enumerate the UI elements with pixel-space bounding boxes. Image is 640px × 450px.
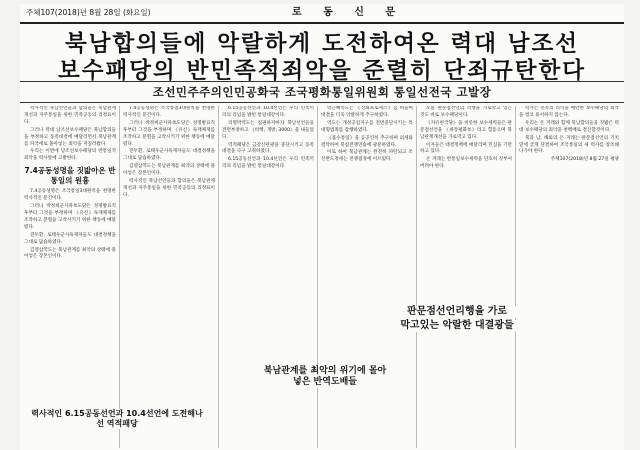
masthead (20, 4, 624, 24)
column-separator (119, 106, 120, 448)
article-subtitle: 조선민주주의인민공화국 조국평화통일위원회 통일선전국 고발장 (152, 85, 492, 99)
signoff-date: 주체107(2018)년 8월 27일 평양 (550, 157, 619, 163)
column-paragraph: 오늘 판문점선언의 리행을 가로막고 있는 것도 바로 보수패당이다. (420, 106, 512, 118)
article-column-4 (321, 106, 413, 448)
column-paragraph: 6.15공동선언과 10.4선언은 우리 민족끼리의 리념을 밝힌 통일대강이다. (222, 106, 314, 118)
section-title-2: 력사적인 6.15공동선언과 10.4선언에 도전해나선 역적패당 (28, 409, 206, 429)
column-paragraph: 전두환, 로태우군사독재자들도 대결정책을 그대로 답습하였다. (123, 149, 215, 162)
column-paragraph: 우리는 이번에 남조선보수패당의 반통일적죄악을 력사앞에 고발한다. (24, 149, 116, 162)
column-paragraph: 《자유한국당》을 비롯한 보수세력들은 판문점선언을 《위장평화쑈》라고 헐뜯으며 북남관계개선을 가로막고 있다. (420, 120, 512, 140)
column-paragraph: 7.4공동성명은 조국통일3대원칙을 천명한 력사적인 문건이다. (123, 106, 215, 118)
column-paragraph: 역도는 개성공업지구를 전면중단시키는 특대형범죄를 감행하였다. (321, 120, 413, 133)
column-paragraph: 그러나 력대 남조선보수패당은 북남합의들을 부정하고 동족대결에 매달리면서 북남관계를 파국에로 몰아넣는 죄악을 저질러왔다. (24, 127, 116, 147)
column-paragraph: 6.15공동선언과 10.4선언은 우리 민족끼리의 리념을 밝힌 통일대강이다. (222, 157, 314, 170)
article-column-3 (222, 106, 314, 448)
column-paragraph: 북과 남, 해외의 온 겨레는 판문점선언의 기치밑에 굳게 단결하여 조국통일의 새 력사를 창조해나가야 한다. (519, 135, 619, 155)
column-paragraph: 7.4공동성명은 조국통일3대원칙을 천명한 력사적인 문건이다. (24, 189, 116, 202)
column-paragraph: 김영삼역도는 북남관계를 최악의 상태에 몰아넣은 장본인이다. (24, 247, 116, 260)
column-paragraph: 김영삼역도는 북남관계를 최악의 상태에 몰아넣은 장본인이다. (123, 164, 215, 177)
column-separator (218, 106, 219, 448)
column-separator (416, 106, 417, 448)
column-paragraph: 우리는 온 겨레와 함께 북남합의들을 짓밟은 력대 보수패당의 죄악을 천백배로 결산할것이다. (519, 120, 619, 133)
section-title-1: 7.4공동성명을 짓밟아온 반통일의 원흉 (24, 166, 116, 186)
article-column-1 (24, 106, 116, 448)
headline-line-2: 보수패당의 반민족적죄악을 준렬히 단죄규탄한다 (58, 58, 586, 84)
issue-date: 주체107(2018)년 8월 28일 (화요일) (26, 8, 151, 17)
column-paragraph: 이로 하여 북남관계는 완전히 파탄되고 조선반도정세는 전쟁접경에 이르렀다. (321, 150, 413, 163)
newspaper-page (20, 4, 624, 450)
headline-line-1: 북남합의들에 악랄하게 도전하여온 력대 남조선 (64, 31, 580, 57)
column-separator (317, 106, 318, 448)
newspaper-name: 로 동 신 문 (292, 7, 405, 18)
column-paragraph: 온 겨레는 반통일보수세력을 단호히 짓부셔버려야 한다. (420, 157, 512, 170)
column-paragraph: 력사적인 북남선언들과 합의들은 북남관계개선과 자주통일을 위한 민족공동의 리정표이다. (24, 106, 116, 125)
column-paragraph: 그러나 박정희군사파쑈도당은 성명발표직후부터 그것을 부정하며 《유신》독재체제를 조작하고 분렬을 고착시키기 위한 책동에 매달렸다. (24, 204, 116, 230)
column-paragraph: 《흡수통일》을 공공연히 추구하며 외세와 결탁하여 북침전쟁연습에 광분하였다. (321, 135, 413, 148)
column-paragraph: 역적패당은 금강산관광을 중단시키고 동족대결을 극구 고취하였다. (222, 142, 314, 155)
column-paragraph: 력사는 민족의 리익을 배반한 보수패당의 죄악을 결코 용서하지 않는다. (519, 106, 619, 118)
subtitle-rule (20, 102, 624, 103)
column-paragraph: 그러나 박정희군사파쑈도당은 성명발표직후부터 그것을 부정하며 《유신》독재체제를 조작하고 분렬을 고착시키기 위한 책동에 매달렸다. (123, 120, 215, 147)
section-title-4-line-2: 막고있는 악랄한 대결광들 (392, 320, 522, 332)
column-paragraph: 박근혜역도는 《신뢰프로세스》를 떠들며 대결을 더욱 악랄하게 추구하였다. (321, 106, 413, 118)
column-paragraph: 이자들은 대결정책에 매달리며 민심을 기만하고 있다. (420, 142, 512, 155)
section-title-3: 북남관계를 최악의 위기에 몰아넣은 반역도배들 (260, 366, 390, 388)
section-title-4-line-1: 판문점선언리행을 가로 (392, 306, 522, 318)
column-paragraph: 력사적인 북남선언들과 합의들은 북남관계개선과 자주통일을 위한 민족공동의 리정표이다. (123, 179, 215, 198)
article-column-2 (123, 106, 215, 448)
column-paragraph: 전두환, 로태우군사독재자들도 대결정책을 그대로 답습하였다. (24, 232, 116, 245)
column-separator (515, 106, 516, 448)
headline-rule (20, 81, 624, 82)
article-column-5 (420, 106, 512, 448)
article-column-6 (519, 106, 619, 448)
column-paragraph: 리명박역도는 집권하자마자 북남선언들을 전면부정하고 《비핵, 개방, 3000》을 내들었다. (222, 120, 314, 140)
